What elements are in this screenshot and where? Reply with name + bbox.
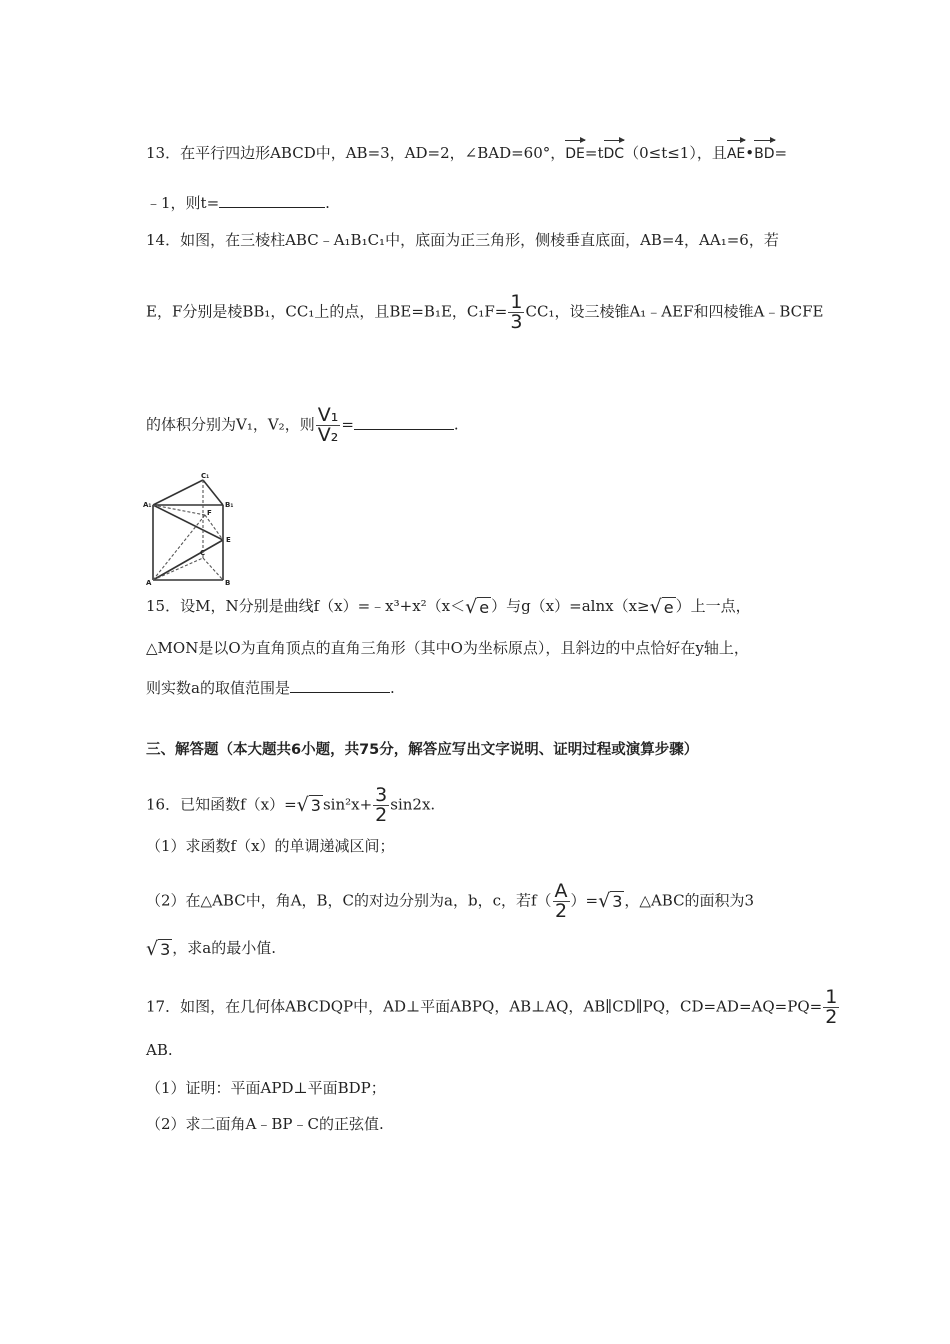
q13-line1 <box>146 138 787 164</box>
label-b1: B₁ <box>225 501 234 509</box>
sqrt-3: √ 3 <box>296 794 321 816</box>
sqrt-arg: e <box>663 597 674 617</box>
q17-part2 <box>146 1114 384 1134</box>
fraction-numerator: 1 <box>510 291 523 313</box>
q14-text-b2: CC₁，设三棱锥A₁﹣AEF和四棱锥A﹣BCFE <box>525 302 824 321</box>
q13-ask: ﹣1，则t= <box>146 194 220 212</box>
q17-part1 <box>146 1078 386 1098</box>
fraction-numerator: V₁ <box>317 404 339 426</box>
fraction-one-half <box>823 988 839 1027</box>
q16-part2 <box>146 882 754 921</box>
q13-text: 13．在平行四边形ABCD中，AB=3，AD=2，∠BAD=60°， <box>146 144 566 162</box>
fraction-numerator: A <box>554 880 568 902</box>
q17-line1 <box>146 988 840 1027</box>
vector-bd: BD <box>754 138 774 164</box>
label-b: B <box>225 579 231 587</box>
q13-range: （0≤t≤1），且 <box>624 144 727 162</box>
fraction-a-half <box>553 882 570 921</box>
q16-part1 <box>146 836 395 856</box>
q16-text-a1: 16．已知函数f（x）= <box>146 795 297 814</box>
label-c: C <box>200 549 206 557</box>
q14-line1 <box>146 230 779 250</box>
sqrt-arg: 3 <box>310 796 321 815</box>
fraction-denominator: 2 <box>554 900 568 922</box>
q15-text-b: △MON是以O为直角顶点的直角三角形（其中O为坐标原点），且斜边的中点恰好在y轴上， <box>146 639 749 657</box>
answer-blank[interactable] <box>290 678 390 693</box>
fraction-denominator: V₂ <box>317 424 339 446</box>
fraction-numerator: 3 <box>375 784 388 806</box>
sqrt-e: √ e <box>465 595 490 618</box>
sqrt-arg: 3 <box>160 939 171 959</box>
vector-de: DE <box>565 138 585 164</box>
sqrt-arg: e <box>479 597 490 617</box>
q16-part2-cont <box>146 938 276 960</box>
q13-line2 <box>146 193 330 213</box>
vector-dc: DC <box>604 138 625 164</box>
q15-text-a2: ）与g（x）=alnx（x≥ <box>491 597 650 615</box>
q15-line1 <box>146 596 751 618</box>
sqrt-3: √ 3 <box>598 890 623 912</box>
fraction-numerator: 1 <box>825 986 838 1008</box>
q13-period: . <box>325 194 330 212</box>
fraction-denominator: 2 <box>375 804 388 826</box>
q16-text-a2: sin²x+ <box>322 795 373 814</box>
q15-line3 <box>146 678 395 698</box>
fraction-denominator: 3 <box>510 311 523 333</box>
fraction-three-halves <box>373 786 389 825</box>
q15-text-a1: 15．设M，N分别是曲线f（x）=﹣x³+x²（x＜ <box>146 597 466 615</box>
section-heading: 三、解答题（本大题共6小题，共75分，解答应写出文字说明、证明过程或演算步骤） <box>146 742 699 758</box>
q17-part1-text: （1）证明：平面APD⊥平面BDP； <box>146 1079 386 1097</box>
label-f: F <box>207 509 212 517</box>
q14-line3 <box>146 406 459 445</box>
q16-text-a3: sin2x. <box>390 795 436 814</box>
q16-part2-text-b: ）= <box>570 891 599 910</box>
label-a1: A₁ <box>143 501 152 509</box>
sqrt-arg: 3 <box>612 892 623 911</box>
q15-line2 <box>146 638 749 658</box>
dot-product: • <box>745 144 755 162</box>
q17-text-a1: 17．如图，在几何体ABCDQP中，AD⊥平面ABPQ，AB⊥AQ，AB∥CD∥PQ，CD=AD=AQ=PQ= <box>146 997 823 1016</box>
answer-blank[interactable] <box>354 415 454 430</box>
sqrt-e: √ e <box>649 595 674 618</box>
fraction-v1-v2 <box>316 406 341 445</box>
q16-part2-text-d: ，求a的最小值. <box>172 939 277 957</box>
fraction-denominator: 2 <box>825 1006 838 1028</box>
q16-part2-text-a: （2）在△ABC中，角A，B，C的对边分别为a，b，c，若f（ <box>146 891 552 910</box>
q15-text-c1: 则实数a的取值范围是 <box>146 679 290 697</box>
q14-text-c1: 的体积分别为V₁，V₂，则 <box>146 415 315 434</box>
sqrt-3: √ 3 <box>146 937 171 960</box>
q16-part2-text-c: ，△ABC的面积为3 <box>624 891 755 910</box>
q13-eq: =t <box>584 144 604 162</box>
q16-line1 <box>146 786 435 825</box>
q14-equals: = <box>341 415 354 434</box>
q14-period: . <box>453 415 459 434</box>
prism-figure <box>143 470 243 590</box>
q15-period: . <box>389 679 395 697</box>
q13-equals: = <box>774 144 788 162</box>
q14-text-b1: E，F分别是棱BB₁，CC₁上的点，且BE=B₁E，C₁F= <box>146 302 508 321</box>
q14-text: 14．如图，在三棱柱ABC﹣A₁B₁C₁中，底面为正三角形，侧棱垂直底面，AB=4，AA₁=6，若 <box>146 231 779 249</box>
q17-part2-text: （2）求二面角A﹣BP﹣C的正弦值. <box>146 1115 384 1133</box>
q14-line2 <box>146 293 823 332</box>
label-e: E <box>226 536 231 544</box>
vector-ae: AE <box>727 138 745 164</box>
q16-part1-text: （1）求函数f（x）的单调递减区间； <box>146 837 395 855</box>
answer-blank[interactable] <box>219 193 325 208</box>
label-a: A <box>146 579 152 587</box>
label-c1: C₁ <box>201 472 210 480</box>
q15-text-a3: ）上一点， <box>675 597 751 615</box>
q17-text-a2: AB. <box>146 1041 173 1059</box>
q17-line2 <box>146 1040 173 1060</box>
fraction-one-third <box>508 293 524 332</box>
